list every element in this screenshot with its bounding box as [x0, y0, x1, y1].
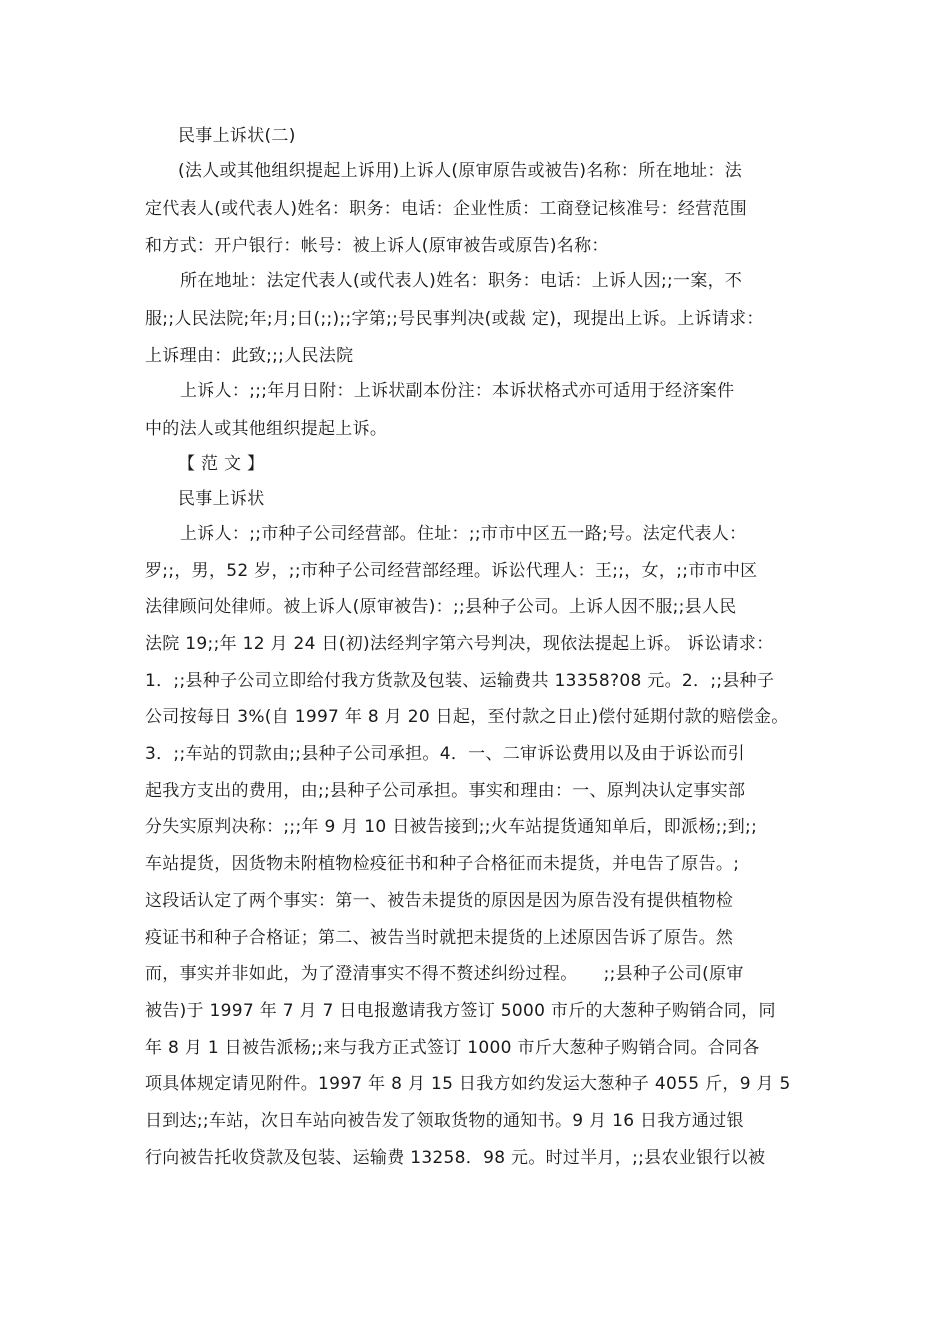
paragraph-line: 法律顾问处律师。被上诉人(原审被告)：;;县种子公司。上诉人因不服;;县人民: [145, 597, 737, 617]
section-heading: 【 范 文 】: [178, 454, 265, 474]
paragraph-line: 3．;;车站的罚款由;;县种子公司承担。4．一、二审诉讼费用以及由于诉讼而引: [145, 744, 745, 764]
paragraph-line: 服;;人民法院;年;月;日(;;);;字第;;号民事判决(或裁 定)，现提出上诉。上诉请求：: [145, 309, 764, 329]
paragraph-line: 和方式：开户银行：帐号：被上诉人(原审被告或原告)名称：: [145, 236, 609, 256]
paragraph-line: 所在地址：法定代表人(或代表人)姓名：职务：电话：上诉人因;;一案，不: [180, 271, 743, 291]
paragraph-line: 法院 19;;年 12 月 24 日(初)法经判字第六号判决，现依法提起上诉。 诉讼请求：: [145, 634, 774, 654]
paragraph-line: 起我方支出的费用，由;;县种子公司承担。事实和理由：一、原判决认定事实部: [145, 781, 746, 801]
paragraph-line: (法人或其他组织提起上诉用)上诉人(原审原告或被告)名称：所在地址：法: [178, 161, 743, 181]
paragraph-line: 公司按每日 3%(自 1997 年 8 月 20 日起，至付款之日止)偿付延期付款的赔偿金。: [145, 707, 789, 727]
paragraph-line: 而，事实并非如此，为了澄清事实不得不赘述纠纷过程。 ;;县种子公司(原审: [145, 964, 744, 984]
paragraph-line: 定代表人(或代表人)姓名：职务：电话：企业性质：工商登记核准号：经营范围: [145, 199, 748, 219]
paragraph-line: 车站提货，因货物未附植物检疫征书和种子合格征而未提货，并电告了原告。;: [145, 854, 740, 874]
paragraph-line: 分失实原判决称：;;;年 9 月 10 日被告接到;;火车站提货通知单后，即派杨;;到;;: [145, 817, 758, 837]
doc-title: 民事上诉状(二): [178, 126, 296, 146]
paragraph-line: 这段话认定了两个事实：第一、被告未提货的原因是因为原告没有提供植物检: [145, 891, 734, 911]
paragraph-line: 上诉人：;;;年月日附：上诉状副本份注：本诉状格式亦可适用于经济案件: [180, 381, 735, 401]
paragraph-line: 日到达;;车站，次日车站向被告发了领取货物的通知书。9 月 16 日我方通过银: [145, 1111, 744, 1131]
paragraph-line: 罗;;，男，52 岁，;;市种子公司经营部经理。诉讼代理人：王;;，女，;;市市中区: [145, 561, 758, 581]
paragraph-line: 中的法人或其他组织提起上诉。: [145, 419, 388, 439]
paragraph-line: 1．;;县种子公司立即给付我方货款及包装、运输费共 13358?08 元。2．;;县种子: [145, 671, 775, 691]
paragraph-line: 年 8 月 1 日被告派杨;;来与我方正式签订 1000 市斤大葱种子购销合同。合同各: [145, 1038, 760, 1058]
paragraph-line: 上诉理由：此致;;;人民法院: [145, 346, 354, 366]
sample-title: 民事上诉状: [178, 489, 265, 509]
paragraph-line: 疫证书和种子合格证；第二、被告当时就把未提货的上述原因告诉了原告。然: [145, 928, 734, 948]
paragraph-line: 项具体规定请见附件。1997 年 8 月 15 日我方如约发运大葱种子 4055 斤，9 月 5: [145, 1074, 791, 1094]
paragraph-line: 行向被告托收贷款及包装、运输费 13258．98 元。时过半月，;;县农业银行以被: [145, 1148, 766, 1168]
paragraph-line: 上诉人：;;市种子公司经营部。住址：;;市市中区五一路;号。法定代表人：: [180, 524, 747, 544]
paragraph-line: 被告)于 1997 年 7 月 7 日电报邀请我方签订 5000 市斤的大葱种子购销合同，同: [145, 1001, 776, 1021]
